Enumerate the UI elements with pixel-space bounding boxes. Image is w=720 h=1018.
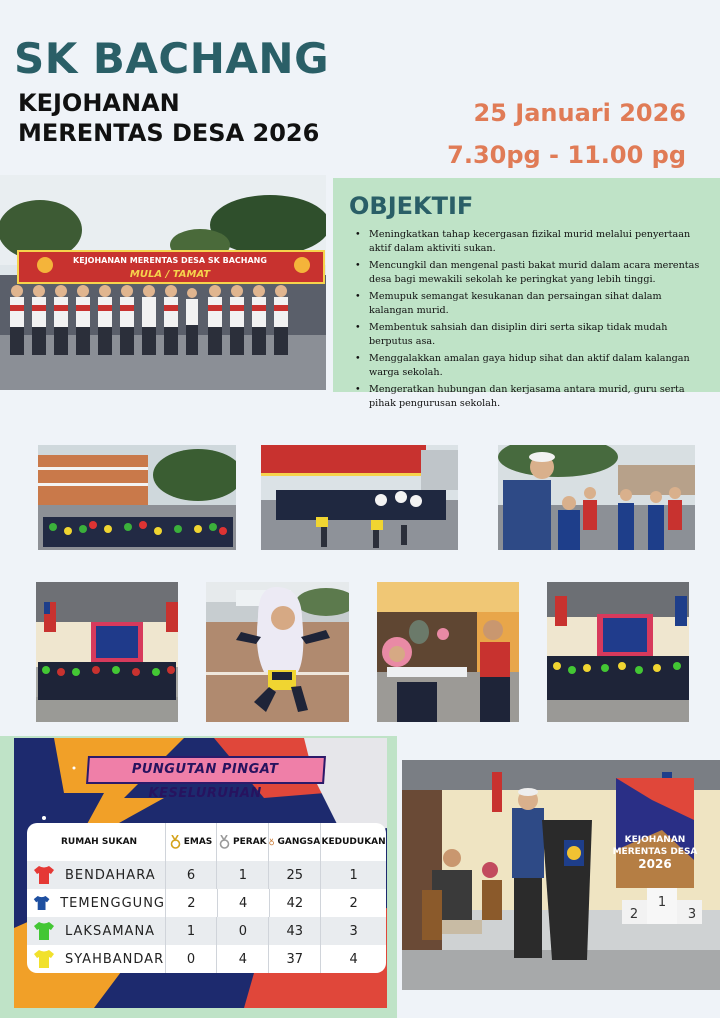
backdrop-line1: KEJOHANAN bbox=[624, 835, 686, 845]
rank-value: 1 bbox=[320, 861, 386, 889]
header-silver: PERAK bbox=[216, 823, 268, 861]
bronze-count: 37 bbox=[268, 945, 320, 973]
house-cell bbox=[27, 921, 165, 941]
event-date: 25 Januari 2026 bbox=[473, 99, 686, 127]
photo-teacher-pupils bbox=[498, 445, 695, 550]
silver-count: 4 bbox=[216, 945, 268, 973]
gold-count: 1 bbox=[165, 917, 217, 945]
table-row bbox=[27, 861, 386, 889]
backdrop-line3: 2026 bbox=[638, 857, 672, 871]
photo-hall-group-2 bbox=[547, 582, 689, 722]
rank-value: 3 bbox=[320, 917, 386, 945]
header-house: RUMAH SUKAN bbox=[61, 837, 138, 847]
objectives-panel bbox=[333, 178, 720, 409]
objective-item: • Mengeratkan hubungan dan kerjasama antara murid, guru serta pihak pengurusan sekolah. bbox=[349, 383, 704, 411]
event-schedule bbox=[447, 92, 686, 176]
objective-item: • Meningkatkan tahap kecergasan fizikal murid melalui penyertaan aktif dalam aktiviti sukan. bbox=[349, 228, 704, 256]
medal-table-header bbox=[27, 823, 386, 861]
silver-count: 0 bbox=[216, 917, 268, 945]
table-row bbox=[27, 917, 386, 945]
silver-medal-icon bbox=[219, 835, 230, 849]
silver-count: 4 bbox=[217, 889, 269, 917]
objective-item: • Menggalakkan amalan gaya hidup sihat dan aktif dalam kalangan warga sekolah. bbox=[349, 352, 704, 380]
event-time: 7.30pg - 11.00 pg bbox=[447, 141, 686, 169]
house-name: TEMENGGUNG bbox=[60, 895, 165, 911]
school-name: SK BACHANG bbox=[14, 34, 330, 83]
header-gold: EMAS bbox=[165, 823, 217, 861]
gold-medal-icon bbox=[170, 835, 181, 849]
house-cell bbox=[27, 865, 165, 885]
medal-banner bbox=[86, 756, 326, 801]
group-photo bbox=[0, 175, 326, 390]
bronze-count: 25 bbox=[268, 861, 320, 889]
gold-count: 6 bbox=[165, 861, 217, 889]
banner-sub: MULA / TAMAT bbox=[129, 269, 211, 280]
photo-warmup bbox=[261, 445, 458, 550]
podium-right: 3 bbox=[687, 907, 697, 922]
medal-banner-text: PUNGUTAN PINGAT KESELURUHAN bbox=[131, 762, 279, 801]
shirt-blue-icon bbox=[33, 893, 50, 913]
table-row bbox=[27, 889, 386, 917]
medal-table bbox=[27, 823, 386, 973]
photo-stage-speech bbox=[402, 760, 720, 990]
header-bronze: GANGSA bbox=[268, 823, 320, 861]
banner-text: KEJOHANAN MERENTAS DESA SK BACHANG bbox=[73, 256, 267, 265]
header-rank: KEDUDUKAN bbox=[320, 823, 386, 861]
shirt-yellow-icon bbox=[33, 949, 55, 969]
photo-registration-table bbox=[377, 582, 519, 722]
rank-value: 2 bbox=[320, 889, 386, 917]
bronze-count: 43 bbox=[268, 917, 320, 945]
photo-runner-girl bbox=[206, 582, 349, 722]
shirt-red-icon bbox=[33, 865, 55, 885]
house-name: LAKSAMANA bbox=[65, 923, 156, 939]
podium-mid: 1 bbox=[657, 895, 667, 910]
event-title-line1: KEJOHANAN bbox=[18, 89, 180, 117]
house-name: BENDAHARA bbox=[65, 867, 156, 883]
rank-value: 4 bbox=[320, 945, 386, 973]
house-name: SYAHBANDAR bbox=[65, 951, 165, 967]
event-title bbox=[18, 88, 319, 148]
objectives-title: OBJEKTIF bbox=[349, 192, 474, 220]
objectives-list bbox=[349, 228, 704, 411]
gold-count: 0 bbox=[165, 945, 217, 973]
house-cell bbox=[27, 893, 165, 913]
house-cell bbox=[27, 949, 165, 969]
bronze-count: 42 bbox=[269, 889, 321, 917]
podium-left: 2 bbox=[629, 907, 639, 922]
photo-hall-group-1 bbox=[36, 582, 178, 722]
objective-item: • Memupuk semangat kesukanan dan persaingan sihat dalam kalangan murid. bbox=[349, 290, 704, 318]
backdrop-line2: MERENTAS DESA bbox=[612, 847, 698, 857]
bronze-medal-icon bbox=[269, 835, 274, 849]
silver-count: 1 bbox=[216, 861, 268, 889]
gold-count: 2 bbox=[165, 889, 217, 917]
objective-item: • Membentuk sahsiah dan disiplin diri serta sikap tidak mudah berputus asa. bbox=[349, 321, 704, 349]
photo-assembly-field bbox=[38, 445, 236, 550]
table-row bbox=[27, 945, 386, 973]
event-title-line2: MERENTAS DESA 2026 bbox=[18, 119, 320, 147]
shirt-green-icon bbox=[33, 921, 55, 941]
objective-item: • Mencungkil dan mengenal pasti bakat murid dalam acara merentas desa bagi mewakili sekolah ke peringkat yang lebih tinggi. bbox=[349, 259, 704, 287]
